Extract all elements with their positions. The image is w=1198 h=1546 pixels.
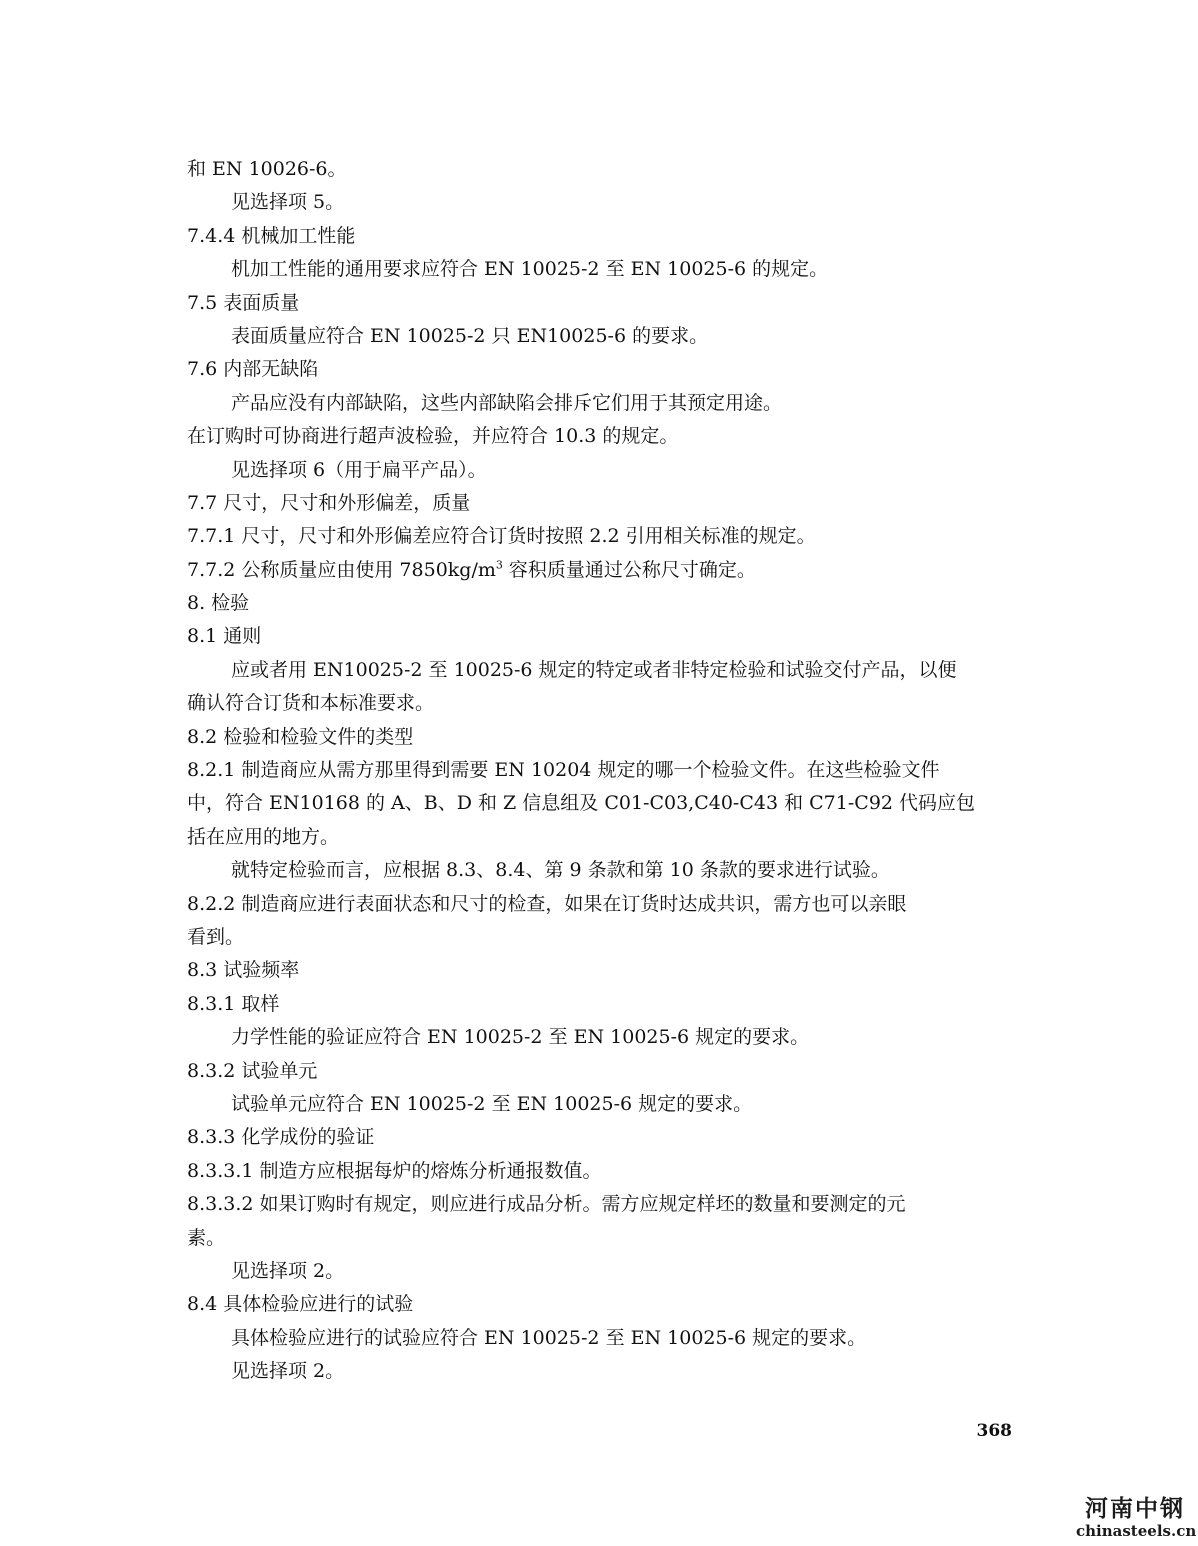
- text-line: [187, 520, 1017, 553]
- line-text: 和 EN 10026-6。: [187, 158, 347, 180]
- line-text: 见选择项 2。: [231, 1259, 345, 1282]
- line-text: 力学性能的验证应符合 EN 10025-2 至 EN 10025-6 规定的要求。: [231, 1026, 810, 1049]
- text-line: [187, 721, 1017, 754]
- body-text: [187, 153, 1017, 1388]
- line-text: 7.4.4 机械加工性能: [187, 224, 356, 247]
- text-line: [187, 287, 1017, 320]
- text-line: [187, 220, 1017, 253]
- text-line: [187, 654, 1017, 687]
- text-line: [187, 1188, 1017, 1221]
- line-text: 8.2 检验和检验文件的类型: [187, 725, 414, 748]
- text-line: [187, 253, 1017, 286]
- line-text: 素。: [187, 1226, 226, 1249]
- text-line: [187, 387, 1017, 420]
- line-text: 8. 检验: [187, 592, 250, 615]
- text-line: [187, 153, 1017, 186]
- line-text: 括在应用的地方。: [187, 825, 340, 848]
- text-line: [187, 620, 1017, 653]
- text-line: [187, 1355, 1017, 1388]
- text-line: [187, 1288, 1017, 1321]
- line-text: 见选择项 2。: [231, 1360, 345, 1383]
- line-text: 8.3.2 试验单元: [187, 1059, 318, 1082]
- text-line: [187, 1088, 1017, 1121]
- text-line: [187, 1055, 1017, 1088]
- text-line: [187, 1255, 1017, 1288]
- line-text: 7.5 表面质量: [187, 291, 300, 314]
- text-line: [187, 888, 1017, 921]
- line-text: 8.1 通则: [187, 625, 262, 648]
- line-text: 看到。: [187, 925, 245, 948]
- line-text: 8.3.3.2 如果订购时有规定，则应进行成品分析。需方应规定样坯的数量和要测定的元: [187, 1193, 906, 1216]
- text-line: [187, 854, 1017, 887]
- line-text: 确认符合订货和本标准要求。: [187, 692, 435, 715]
- text-line: [187, 186, 1017, 219]
- line-text: 具体检验应进行的试验应符合 EN 10025-2 至 EN 10025-6 规定的要求。: [231, 1326, 867, 1349]
- text-line: [187, 420, 1017, 453]
- line-text-continued: 容积质量通过公称尺寸确定。: [502, 558, 756, 581]
- line-text: 见选择项 6（用于扁平产品）。: [231, 458, 487, 481]
- text-line: [187, 954, 1017, 987]
- text-line: [187, 787, 1017, 820]
- text-line: [187, 821, 1017, 854]
- text-line: [187, 921, 1017, 954]
- text-line: [187, 1322, 1017, 1355]
- text-line: [187, 320, 1017, 353]
- line-text: 8.4 具体检验应进行的试验: [187, 1293, 414, 1316]
- line-text: 8.3.3 化学成份的验证: [187, 1126, 375, 1149]
- line-text: 试验单元应符合 EN 10025-2 至 EN 10025-6 规定的要求。: [231, 1092, 753, 1115]
- line-text: 7.7.2 公称质量应由使用 7850kg/m: [187, 558, 496, 581]
- text-line: [187, 754, 1017, 787]
- line-text: 8.3.1 取样: [187, 992, 280, 1015]
- line-text: 8.2.2 制造商应进行表面状态和尺寸的检查，如果在订货时达成共识，需方也可以亲眼: [187, 892, 907, 915]
- line-text: 应或者用 EN10025-2 至 10025-6 规定的特定或者非特定检验和试验交付产品，以便: [231, 658, 957, 681]
- line-text: 8.3 试验频率: [187, 959, 300, 982]
- line-text: 7.7.1 尺寸，尺寸和外形偏差应符合订货时按照 2.2 引用相关标准的规定。: [187, 525, 816, 548]
- line-text: 表面质量应符合 EN 10025-2 只 EN10025-6 的要求。: [231, 324, 709, 347]
- text-line: [187, 487, 1017, 520]
- line-text: 就特定检验而言，应根据 8.3、8.4、第 9 条款和第 10 条款的要求进行试验。: [231, 859, 890, 882]
- line-text: 8.3.3.1 制造方应根据每炉的熔炼分析通报数值。: [187, 1159, 602, 1182]
- watermark-chinese: 河南中钢: [1085, 1496, 1185, 1522]
- text-line: [187, 554, 1017, 587]
- text-line: [187, 1121, 1017, 1154]
- text-line: [187, 1021, 1017, 1054]
- watermark-logo: [1076, 1496, 1197, 1540]
- text-line: [187, 587, 1017, 620]
- text-line: [187, 1222, 1017, 1255]
- text-line: [187, 353, 1017, 386]
- text-line: [187, 687, 1017, 720]
- text-line: [187, 454, 1017, 487]
- line-text: 产品应没有内部缺陷，这些内部缺陷会排斥它们用于其预定用途。: [231, 391, 783, 414]
- line-text: 见选择项 5。: [231, 191, 345, 214]
- text-line: [187, 1155, 1017, 1188]
- line-text: 7.6 内部无缺陷: [187, 358, 319, 381]
- superscript: 3: [495, 558, 503, 572]
- line-text: 在订购时可协商进行超声波检验，并应符合 10.3 的规定。: [187, 425, 679, 448]
- line-text: 中，符合 EN10168 的 A、B、D 和 Z 信息组及 C01-C03,C40-C43 和 C71-C92 代码应包: [187, 792, 976, 815]
- line-text: 8.2.1 制造商应从需方那里得到需要 EN 10204 规定的哪一个检验文件。在这些检验文件: [187, 759, 940, 782]
- text-line: [187, 988, 1017, 1021]
- line-text: 7.7 尺寸，尺寸和外形偏差，质量: [187, 491, 471, 514]
- line-text: 机加工性能的通用要求应符合 EN 10025-2 至 EN 10025-6 的规定。: [231, 258, 829, 281]
- watermark-url: chinasteels.cn: [1076, 1522, 1197, 1540]
- page-number: 368: [976, 1421, 1012, 1441]
